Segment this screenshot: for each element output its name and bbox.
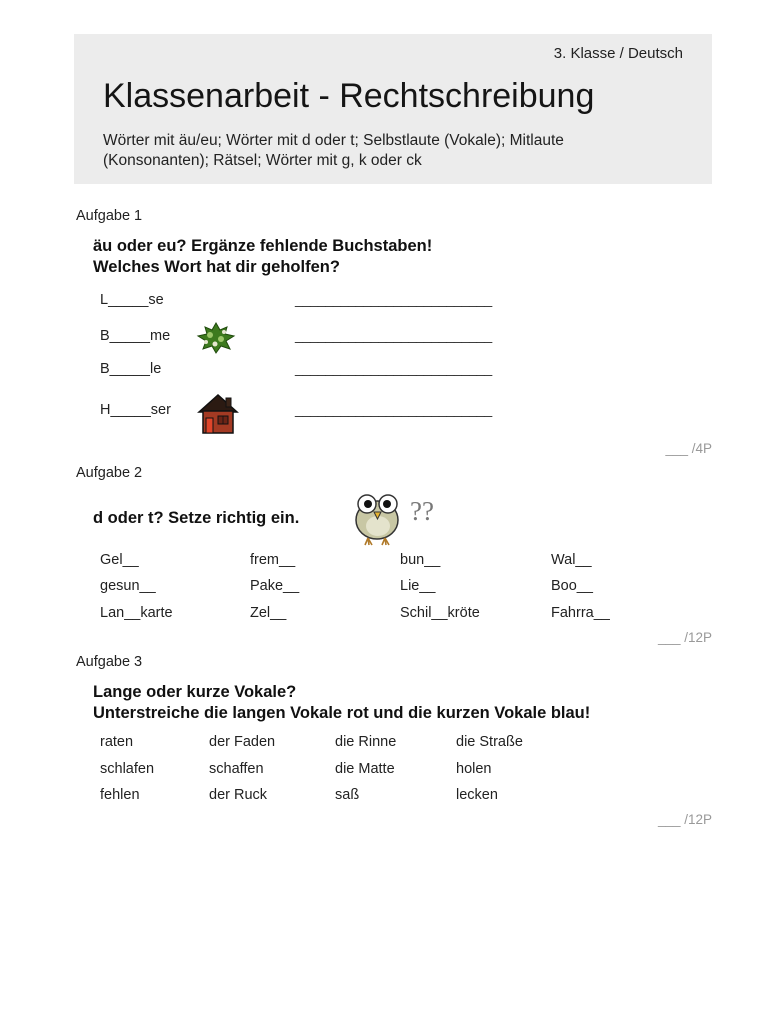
grade-subject: 3. Klasse / Deutsch: [553, 45, 683, 62]
vowel-word: die Rinne: [335, 734, 397, 750]
task-2-instruction: d oder t? Setze richtig ein.: [93, 509, 300, 527]
page-subtitle: Wörter mit äu/eu; Wörter mit d oder t; Selbstlaute (Vokale); Mitlaute (Konsonanten); Rätsel; Wörter mit g, k oder ck: [103, 132, 564, 169]
page-title: Klassenarbeit - Rechtschreibung: [103, 77, 595, 115]
question-marks-icon: [408, 496, 442, 526]
task-1-instruction-line-1: äu oder eu? Ergänze fehlende Buchstaben!: [93, 237, 433, 255]
gap-word: Fahrra__: [551, 605, 610, 621]
answer-line: __________________________: [295, 292, 492, 308]
gap-word: Boo__: [551, 578, 593, 594]
task-1-instruction-line-2: Welches Wort hat dir geholfen?: [93, 258, 340, 276]
answer-line: __________________________: [295, 328, 492, 344]
task-2-points: ___ /12P: [657, 630, 712, 645]
task-3-label: Aufgabe 3: [76, 654, 143, 670]
vowel-word: fehlen: [100, 787, 140, 803]
vowel-word: der Ruck: [209, 787, 268, 803]
gap-word: B_____me: [100, 328, 171, 344]
gap-word: Pake__: [250, 578, 300, 594]
gap-word: L_____se: [100, 292, 164, 308]
gap-word: Lan__karte: [100, 605, 173, 621]
question-mark-large: ??: [410, 496, 434, 526]
gap-word: gesun__: [100, 578, 156, 594]
task-3-instruction: [93, 682, 590, 724]
vowel-word: raten: [100, 734, 134, 750]
gap-word: Schil__kröte: [400, 605, 480, 621]
task-3-points: ___ /12P: [657, 812, 712, 827]
task-3-instruction-line-2: Unterstreiche die langen Vokale rot und die kurzen Vokale blau!: [93, 704, 591, 722]
vowel-word: holen: [456, 761, 492, 777]
owl-icon: [350, 490, 406, 548]
tree-icon: [195, 320, 237, 356]
task-3-instruction-line-1: Lange oder kurze Vokale?: [93, 683, 297, 701]
vowel-word: lecken: [456, 787, 498, 803]
vowel-word: die Matte: [335, 761, 395, 777]
task-1-points: ___ /4P: [665, 441, 712, 456]
worksheet-header: [74, 34, 712, 184]
vowel-word: saß: [335, 787, 360, 803]
answer-line: __________________________: [295, 402, 492, 418]
task-2-label: Aufgabe 2: [76, 465, 143, 481]
vowel-word: der Faden: [209, 734, 276, 750]
gap-word: B_____le: [100, 361, 162, 377]
vowel-word: schaffen: [209, 761, 264, 777]
vowel-word: schlafen: [100, 761, 155, 777]
gap-word: Gel__: [100, 552, 139, 568]
gap-word: Wal__: [551, 552, 592, 568]
answer-line: __________________________: [295, 361, 492, 377]
gap-word: H_____ser: [100, 402, 171, 418]
gap-word: frem__: [250, 552, 296, 568]
task-1-instruction: [93, 236, 432, 278]
gap-word: Zel__: [250, 605, 287, 621]
gap-word: Lie__: [400, 578, 436, 594]
house-icon: [196, 392, 240, 436]
task-1-label: Aufgabe 1: [76, 208, 143, 224]
vowel-word: die Straße: [456, 734, 523, 750]
gap-word: bun__: [400, 552, 441, 568]
